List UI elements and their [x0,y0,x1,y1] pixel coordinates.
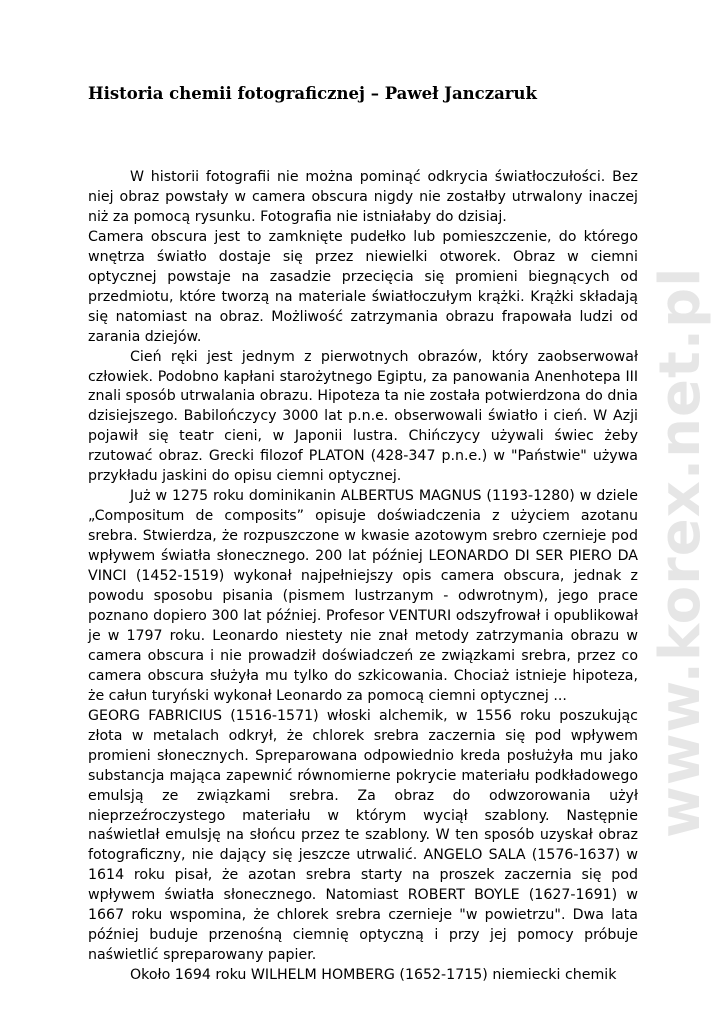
paragraph: Camera obscura jest to zamknięte pudełko lub pomieszczenie, do którego wnętrza światło dostaje się przez niewielki otworek. Obraz w ciemni optycznej powstaje na zasadzie przecięcia się promieni biegnących od przedmiotu, które tworzą na materiale światłoczułym krążki. Krążki składają się natomiast na obraz. Możliwość zatrzymania obrazu frapowała ludzi od zarania dziejów. [88,228,638,345]
watermark [640,138,722,838]
paragraph: Około 1694 roku WILHELM HOMBERG (1652-1715) niemiecki chemik [130,967,617,984]
document-body [88,168,638,986]
paragraph: W historii fotografii nie można pominąć odkrycia światłoczułości. Bez niej obraz powstały w camera obscura nigdy nie zostałby utrwalony inaczej niż za pomocą rysunku. Fotografia nie istniałaby do dzisiaj. [88,169,638,225]
paragraph: Już w 1275 roku dominikanin ALBERTUS MAGNUS (1193-1280) w dziele „Compositum de composits” opisuje doświadczenia z użyciem azotanu srebra. Stwierdza, że rozpuszczone w kwasie azotowym srebro czernieje pod wpływem światła słonecznego. 200 lat później LEONARDO DI SER PIERO DA VINCI (1452-1519) wykonał najpełniejszy opis camera obscura, jednak z powodu sposobu pisania (pismem lustrzanym - odwrotnym), jego prace poznano dopiero 300 lat później. Profesor VENTURI odszyfrował i opublikował je w 1797 roku. Leonardo niestety nie znał metody zatrzymania obrazu w camera obscura i nie prowadził doświadczeń ze związkami srebra, przez co camera obscura służyła mu tylko do szkicowania. Chociaż istnieje hipoteza, że całun turyński wykonał Leonardo za pomocą ciemni optycznej ... [88,488,638,704]
paragraph: Cień ręki jest jednym z pierwotnych obrazów, który zaobserwował człowiek. Podobno kapłani starożytnego Egiptu, za panowania Anenhotepa III znali sposób utrwalania obrazu. Hipoteza ta nie została potwierdzona do dnia dzisiejszego. Babilończycy 3000 lat p.n.e. obserwowali światło i cień. W Azji pojawił się teatr cieni, w Japonii lustra. Chińczycy używali świec żeby rzutować obraz. Grecki filozof PLATON (428-347 p.n.e.) w "Państwie" używa przykładu jaskini do opisu ciemni optycznej. [88,348,638,485]
watermark-text: www.korex.net.pl [648,266,713,838]
paragraph: GEORG FABRICIUS (1516-1571) włoski alchemik, w 1556 roku poszukując złota w metalach odkrył, że chlorek srebra zaczernia się pod wpływem promieni słonecznych. Spreparowana odpowiednio kreda posłużyła mu jako substancja mająca zapewnić równomierne pokrycie materiału podkładowego emulsją ze związkami srebra. Za obraz do odwzorowania użył nieprzeźroczystego materiału w którym wyciął szablony. Następnie naświetlał emulsję na słońcu przez te szablony. W ten sposób uzyskał obraz fotograficzny, nie dający się jeszcze utrwalić. ANGELO SALA (1576-1637) w 1614 roku pisał, że azotan srebra starty na proszek zaczernia się pod wpływem światła słonecznego. Natomiast ROBERT BOYLE (1627-1691) w 1667 roku wspomina, że chlorek srebra czernieje "w powietrzu". Dwa lata później buduje przenośną ciemnię optyczną i przy jej pomocy próbuje naświetlić spreparowany papier. [88,707,638,964]
document-title: Historia chemii fotograficznej – Paweł Janczaruk [88,84,537,103]
